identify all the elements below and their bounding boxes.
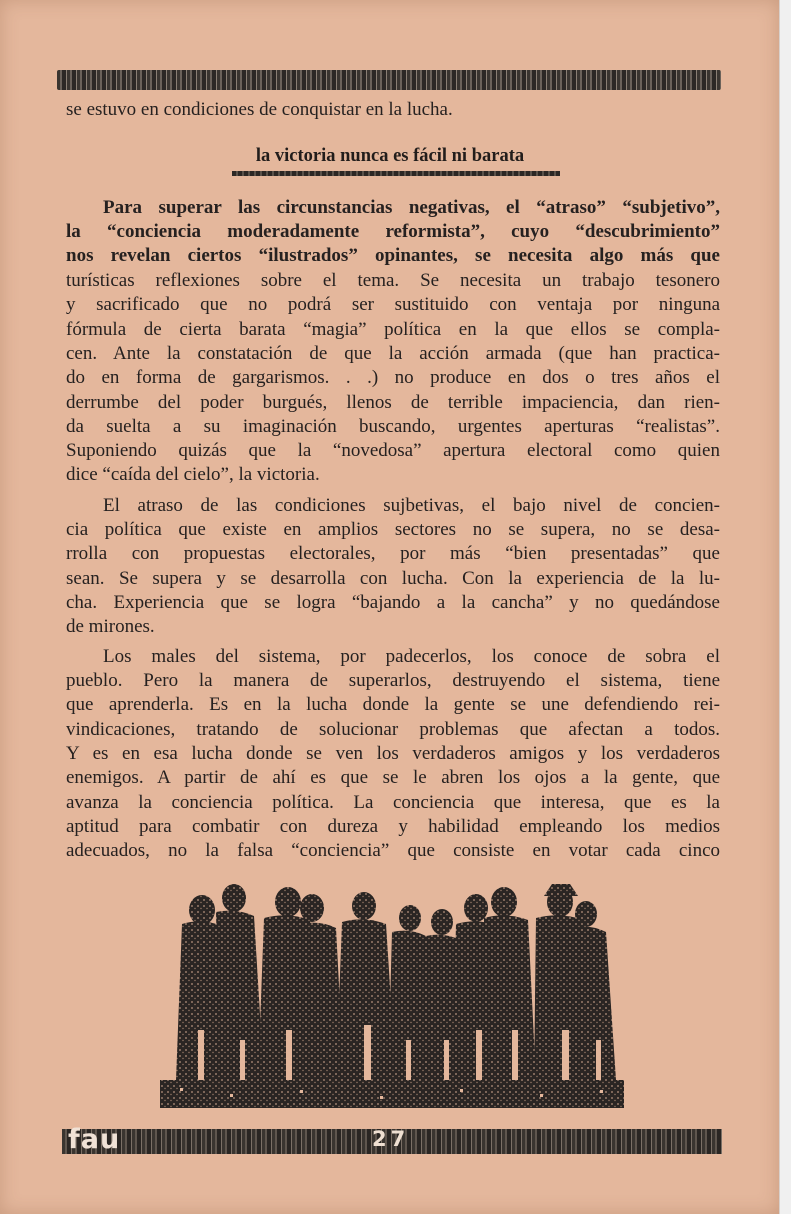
- p1-line: y sacrificado que no podrá ser sustituido con ventaja por ninguna: [66, 294, 720, 315]
- p2-line: cia política que existe en amplios sectores no se supera, no se desa-: [66, 519, 720, 540]
- top-decorative-bar: [57, 70, 721, 90]
- crowd-illustration: [160, 880, 624, 1112]
- p2-last-line: de mirones.: [66, 616, 155, 637]
- p1-line: la “conciencia moderadamente reformista”, cuyo “descubrimiento”: [66, 221, 720, 242]
- p1-line: turísticas reflexiones sobre el tema. Se necesita un trabajo tesonero: [66, 270, 720, 291]
- fau-logo: fau: [68, 1124, 121, 1155]
- p2-line: cha. Experiencia que se logra “bajando a la cancha” y no quedándose: [66, 592, 720, 613]
- page-number: 27: [372, 1127, 410, 1151]
- p1-line: nos revelan ciertos “ilustrados” opinantes, se necesita algo más que: [66, 245, 720, 266]
- p2-line: sean. Se supera y se desarrolla con lucha. Con la experiencia de la lu-: [66, 568, 720, 589]
- heading-underline: [232, 171, 560, 176]
- p1-last-line: dice “caída del cielo”, la victoria.: [66, 464, 320, 485]
- p3-line: vindicaciones, tratando de solucionar problemas que afectan a todos.: [66, 719, 720, 740]
- p1-line: Suponiendo quizás que la “novedosa” apertura electoral como quien: [66, 440, 720, 461]
- p3-line: que aprenderla. Es en la lucha donde la gente se une defendiendo rei-: [66, 694, 720, 715]
- p1-line: da suelta a su imaginación buscando, urgentes aperturas “realistas”.: [66, 416, 720, 437]
- p2-line: El atraso de las condiciones sujbetivas, el bajo nivel de concien-: [103, 495, 720, 516]
- first-line: se estuvo en condiciones de conquistar en la lucha.: [66, 99, 453, 120]
- p3-line: aptitud para combatir con dureza y habilidad empleando los medios: [66, 816, 720, 837]
- section-heading: la victoria nunca es fácil ni barata: [255, 146, 525, 166]
- p3-line: enemigos. A partir de ahí es que se le abren los ojos a la gente, que: [66, 767, 720, 788]
- p3-line: Y es en esa lucha donde se ven los verdaderos amigos y los verdaderos: [66, 743, 720, 764]
- p3-line: Los males del sistema, por padecerlos, los conoce de sobra el: [103, 646, 720, 667]
- p3-line: pueblo. Pero la manera de superarlos, destruyendo el sistema, tiene: [66, 670, 720, 691]
- p1-line: cen. Ante la constatación de que la acción armada (que han practica-: [66, 343, 720, 364]
- p2-line: rrolla con propuestas electorales, por más “bien presentadas” que: [66, 543, 720, 564]
- p3-line: adecuados, no la falsa “conciencia” que consiste en votar cada cinco: [66, 840, 720, 861]
- p1-line: fórmula de cierta barata “magia” política en la que ellos se compla-: [66, 319, 720, 340]
- p1-line: derrumbe del poder burgués, llenos de terrible impaciencia, dan rien-: [66, 392, 720, 413]
- p1-line: do en forma de gargarismos. . .) no produce en dos o tres años el: [66, 367, 720, 388]
- scan-margin: [779, 0, 791, 1214]
- p1-line: Para superar las circunstancias negativas, el “atraso” “subjetivo”,: [103, 197, 720, 218]
- p3-line: avanza la conciencia política. La conciencia que interesa, que es la: [66, 792, 720, 813]
